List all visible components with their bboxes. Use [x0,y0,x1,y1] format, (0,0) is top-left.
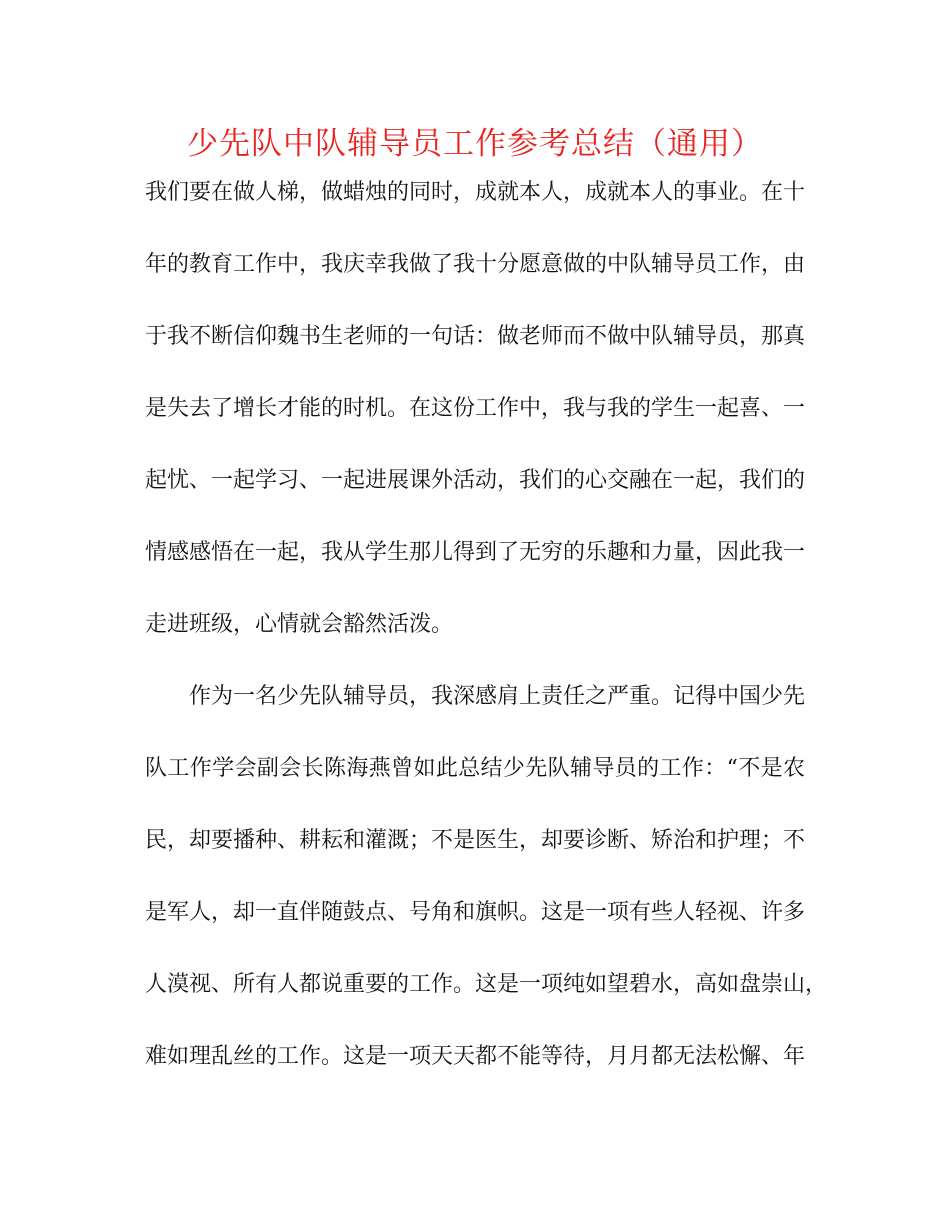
paragraph-line: 情感感悟在一起，我从学生那儿得到了无穷的乐趣和力量，因此我一 [145,540,806,565]
paragraph-line: 是失去了增长才能的时机。在这份工作中，我与我的学生一起喜、一 [145,396,806,421]
paragraph-line: 于我不断信仰魏书生老师的一句话：做老师而不做中队辅导员，那真 [145,324,806,349]
paragraph-line: 难如理乱丝的工作。这是一项天天都不能等待，月月都无法松懈、年 [145,1044,806,1069]
paragraph-line: 队工作学会副会长陈海燕曾如此总结少先队辅导员的工作：“不是农 [145,756,805,781]
paragraph-line: 是军人，却一直伴随鼓点、号角和旗帜。这是一项有些人轻视、许多 [145,900,806,925]
paragraph-line: 民，却要播种、耕耘和灌溉；不是医生，却要诊断、矫治和护理；不 [145,828,806,853]
paragraph-line: 人漠视、所有人都说重要的工作。这是一项纯如望碧水，高如盘崇山， [145,972,828,997]
paragraph-line: 我们要在做人梯，做蜡烛的同时，成就本人，成就本人的事业。在十 [145,180,806,205]
document-title: 少先队中队辅导员工作参考总结（通用） [187,126,763,162]
paragraph-line: 年的教育工作中，我庆幸我做了我十分愿意做的中队辅导员工作，由 [145,252,806,277]
paragraph-line: 作为一名少先队辅导员，我深感肩上责任之严重。记得中国少先 [189,684,806,709]
paragraph-line: 走进班级，心情就会豁然活泼。 [145,612,454,637]
paragraph-line: 起忧、一起学习、一起进展课外活动，我们的心交融在一起，我们的 [145,468,806,493]
